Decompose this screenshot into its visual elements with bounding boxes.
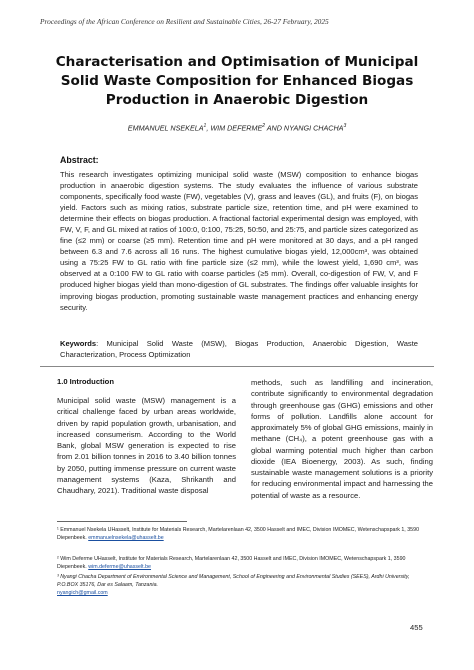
footnote-3 — [57, 573, 431, 597]
author-sup: 1 — [203, 123, 207, 129]
author-name: NYANGI CHACHA — [283, 123, 344, 133]
author-sep: AND — [265, 123, 284, 133]
footnote-2 — [57, 555, 431, 571]
abstract-heading: Abstract: — [60, 155, 99, 165]
keywords — [60, 338, 418, 360]
author-sup: 3 — [343, 123, 347, 129]
page-number: 455 — [410, 623, 423, 632]
footnote-1-text: ¹ Emmanuel Nsekela UHasselt, Institute for Materials Research, Martelarenlaan 42, 3500 Hasselt and IMEC, Division IMOMEC, Wetenschapspark 1, 3590 Diepenbeek. — [57, 527, 420, 541]
section-divider — [40, 366, 434, 367]
author-sep: , — [206, 123, 211, 133]
footnote-1 — [57, 526, 431, 542]
intro-left-column: Municipal solid waste (MSW) management is a critical challenge faced by urban areas worldwide, driven by rapid population growth, urbanisation, and increased consumerism. According to the World Bank, global MSW generation is expected to rise from 2.01 billion tonnes in 2016 to 3.40 billion tonnes by 2050, putting immense pressure on current waste management systems (Kaza, Shrikanth and Chaudhary, 2021). Traditional waste disposal — [57, 396, 236, 495]
paper-title: Characterisation and Optimisation of Municipal Solid Waste Composition for Enhanced Biogas Production in Anaerobic Digestion — [55, 54, 419, 108]
running-header: Proceedings of the African Conference on Resilient and Sustainable Cities, 26-27 February, 2025 — [40, 17, 329, 26]
footnote-2-text: ² Wim Deferme UHasselt, Institute for Materials Research, Martelarenlaan 42, 3500 Hasselt and IMEC, Division IMOMEC, Wetenschapspark 1, 3590 Diepenbeek. — [57, 556, 406, 570]
footnote-divider — [57, 521, 187, 522]
author-name: WIM DEFERME — [210, 123, 263, 133]
author-list — [40, 123, 434, 132]
footnote-3-text: ³ Nyangi Chacha Department of Environmental Science and Management, School of Engineering and Environmental Studies (SEES), Ardhi University, P.O.BOX 35176, Dar es Salaam, Tanzania. — [57, 574, 410, 588]
author-name: EMMANUEL NSEKELA — [127, 123, 204, 133]
abstract-text: This research investigates optimizing municipal solid waste (MSW) composition to enhance biogas production in anaerobic digestion systems. The study evaluates the influence of various substrate components, specifically food waste (FW), vegetables (V), grass and leaves (GL), and fruits (F), on biogas yield. Factors such as mixing ratios, substrate particle size, retention time, and pH were examined to determine their effects on biogas production. A fractional factorial experimental design was employed, with FW, V, F, and GL mixed at ratios of 100:0, 0:100, 75:25, 50:50, and 25:75, and particle sizes categorized as fine (≤2 mm) or coarse (≥5 mm). Retention time and pH were monitored at 30 days, and a pH ranged between 6.3 and 7.6 across all 16 runs. The highest cumulative biogas yield, 12,000cm³, was obtained using a 75:25 FW to GL ratio with fine particle size (≤2 mm), while the lowest yield, 1,690 cm³, was observed at a 0:100 FW to GL ratio with coarse particles (≥5 mm). Overall, co-digestion of FW, V, and F produced higher biogas yield than mono-digestion of GL substrates. The findings offer valuable insights for improving biogas production, promoting sustainable waste management practices and enhancing energy security. — [60, 170, 418, 312]
footnote-1-email-link[interactable]: emmanuelnsekela@uhasselt.be — [88, 535, 164, 541]
keywords-label: Keywords — [60, 339, 97, 348]
footnote-3-email-link[interactable]: nyangich@gmail.com — [57, 590, 108, 596]
keywords-text: : Municipal Solid Waste (MSW), Biogas Production, Anaerobic Digestion, Waste Characterization, Process Optimization — [60, 339, 418, 359]
intro-heading: 1.0 Introduction — [57, 377, 114, 386]
author-sup: 2 — [262, 123, 266, 129]
footnote-2-email-link[interactable]: wim.deferme@uhasselt.be — [88, 564, 152, 570]
intro-right-column: methods, such as landfilling and incineration, contribute significantly to environmental degradation through greenhouse gas (GHG) emissions and other forms of pollution. Landfills alone account for approximately 5% of global GHG emissions, mainly in methane (CH₄), a potent greenhouse gas with a global warming potential much higher than carbon dioxide (IEA Bioenergy, 2003). As such, finding sustainable waste management solutions is a priority for reducing environmental impact and harnessing the potential of waste as a resource. — [251, 378, 433, 500]
